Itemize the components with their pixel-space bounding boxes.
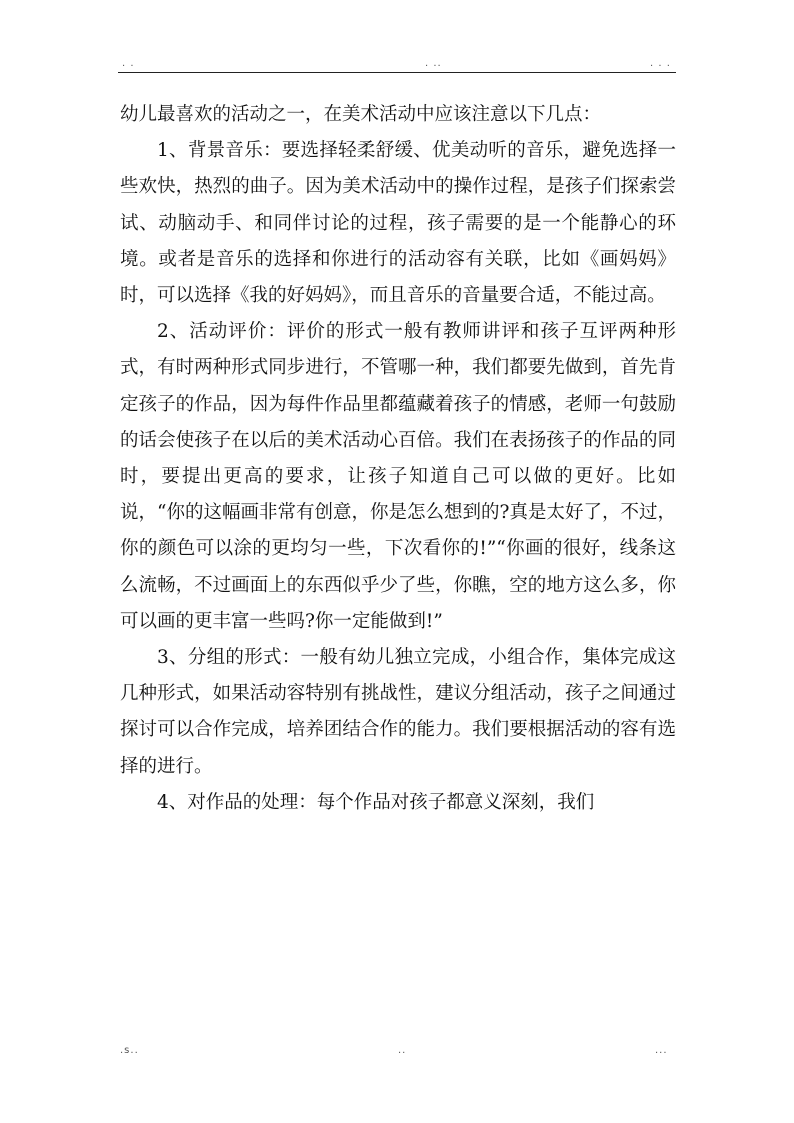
paragraph-activity-evaluation: 2、活动评价：评价的形式一般有教师讲评和孩子互评两种形式，有时两种形式同步进行，不管哪一种，我们都要先做到，首先肯定孩子的作品，因为每件作品里都蕴藏着孩子的情感，老师一句鼓励的话会使孩子在以后的美术活动心百倍。我们在表扬孩子的作品的同时，要提出更高的要求，让孩子知道自己可以做的更好。比如说，“你的这幅画非常有创意，你是怎么想到的?真是太好了，不过，你的颜色可以涂的更均匀一些，下次看你的!”“你画的很好，线条这么流畅，不过画面上的东西似乎少了些，你瞧，空的地方这么多，你可以画的更丰富一些吗?你一定能做到!”: [120, 321, 676, 632]
footer-right-mark: ...: [655, 1045, 668, 1056]
footer-center-mark: ..: [398, 1045, 407, 1056]
paragraph-background-music: 1、背景音乐：要选择轻柔舒缓、优美动听的音乐，避免选择一些欢快，热烈的曲子。因为美术活动中的操作过程，是孩子们探索尝试、动脑动手、和同伴讨论的过程，孩子需要的是一个能静心的环境。或者是音乐的选择和你进行的活动容有关联，比如《画妈妈》时，可以选择《我的好妈妈》，而且音乐的音量要合适，不能过高。: [120, 140, 676, 307]
paragraph-artwork-handling: 4、对作品的处理：每个作品对孩子都意义深刻，我们: [157, 791, 595, 813]
header-center-mark: . ..: [425, 58, 442, 69]
header-left-mark: . .: [122, 58, 135, 69]
footer-left-mark: .s..: [120, 1045, 139, 1056]
document-body: [120, 97, 676, 821]
header-rule: [118, 72, 676, 73]
header-right-mark: . . .: [650, 58, 671, 69]
paragraph-intro: 幼儿最喜欢的活动之一，在美术活动中应该注意以下几点：: [120, 104, 602, 125]
paragraph-grouping: 3、分组的形式：一般有幼儿独立完成，小组合作，集体完成这几种形式，如果活动容特别有挑战性，建议分组活动，孩子之间通过探讨可以合作完成，培养团结合作的能力。我们要根据活动的容有选择的进行。: [120, 647, 676, 777]
